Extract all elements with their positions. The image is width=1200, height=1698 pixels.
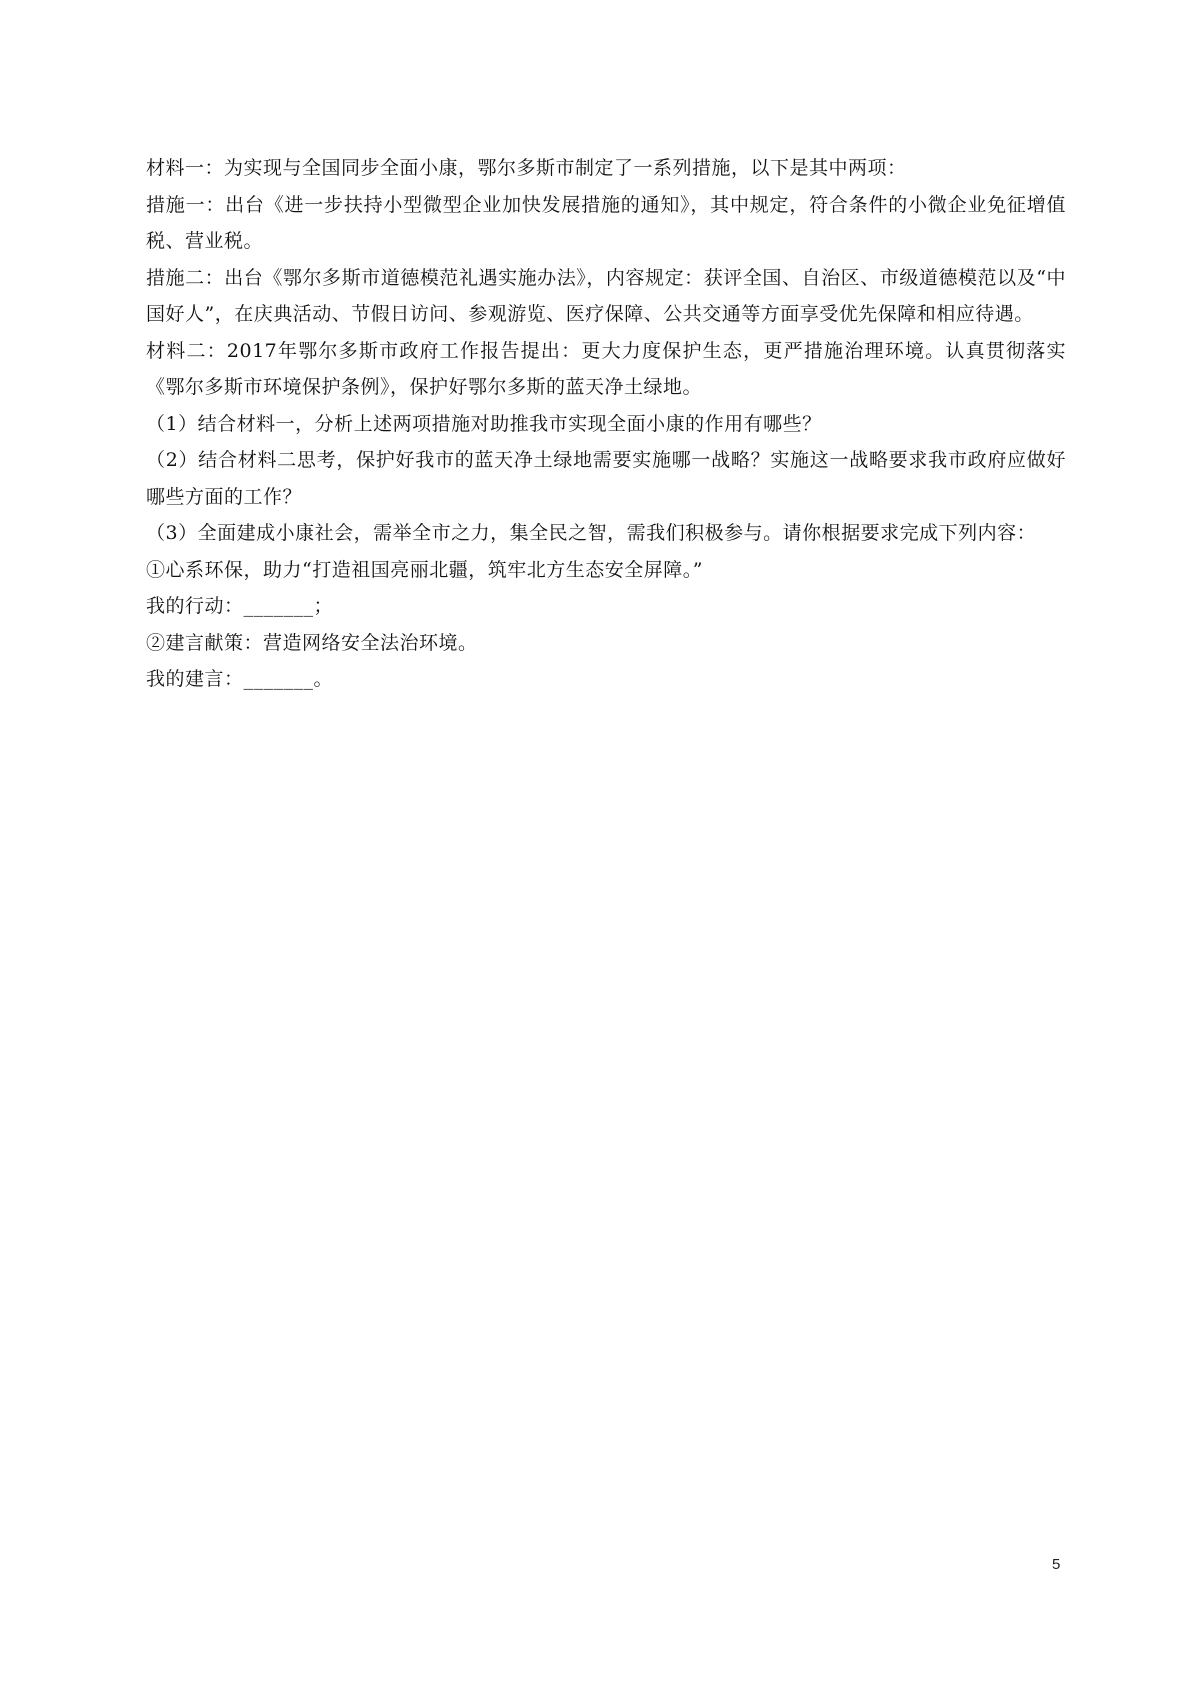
task-environment: ①心系环保，助力“打造祖国亮丽北疆，筑牢北方生态安全屏障。” bbox=[146, 558, 703, 581]
task-suggestion: ②建言献策：营造网络安全法治环境。 bbox=[146, 631, 478, 654]
question-3: （3）全面建成小康社会，需举全市之力，集全民之智，需我们积极参与。请你根据要求完成下列内容： bbox=[146, 522, 1037, 544]
question-2: （2）结合材料二思考，保护好我市的蓝天净土绿地需要实施哪一战略？实施这一战略要求我市政府应做好哪些方面的工作？ bbox=[146, 449, 1066, 508]
question-1: （1）结合材料一，分析上述两项措施对助推我市实现全面小康的作用有哪些？ bbox=[146, 412, 822, 435]
my-suggestion-blank: 我的建言：_______。 bbox=[146, 668, 334, 690]
question-content bbox=[146, 150, 1066, 698]
my-action-blank: 我的行动：_______； bbox=[146, 595, 334, 617]
page-number: 5 bbox=[1052, 1556, 1061, 1573]
measure-two: 措施二：出台《鄂尔多斯市道德模范礼遇实施办法》，内容规定：获评全国、自治区、市级道德模范以及“中国好人”，在庆典活动、节假日访问、参观游览、医疗保障、公共交通等方面享受优先保障和相应待遇。 bbox=[146, 266, 1066, 325]
measure-one: 措施一：出台《进一步扶持小型微型企业加快发展措施的通知》，其中规定，符合条件的小微企业免征增值税、营业税。 bbox=[146, 193, 1066, 252]
material-two: 材料二：2017年鄂尔多斯市政府工作报告提出：更大力度保护生态，更严措施治理环境。认真贯彻落实《鄂尔多斯市环境保护条例》，保护好鄂尔多斯的蓝天净土绿地。 bbox=[146, 339, 1066, 398]
material-one-intro: 材料一：为实现与全国同步全面小康，鄂尔多斯市制定了一系列措施，以下是其中两项： bbox=[146, 157, 907, 179]
